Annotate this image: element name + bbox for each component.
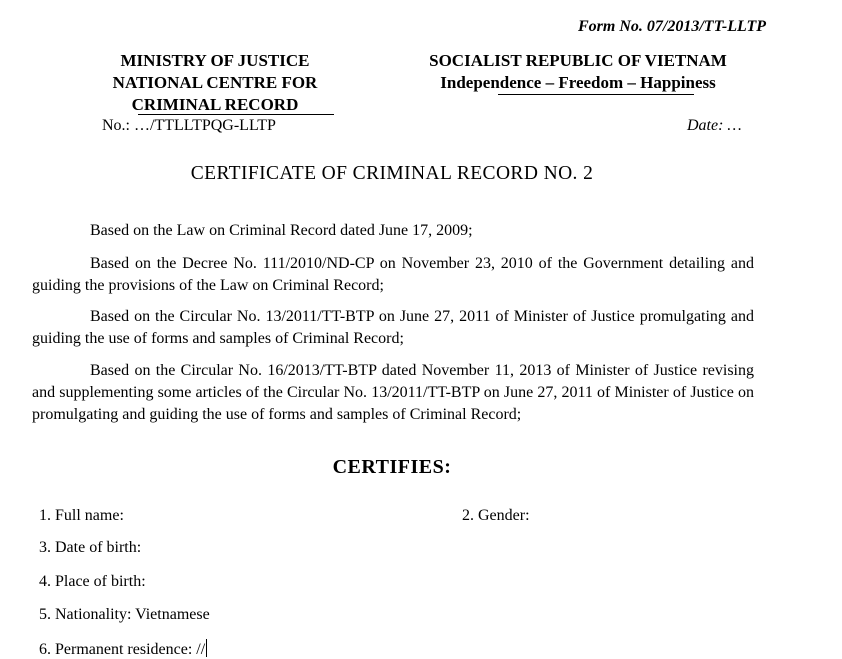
certifies-heading: CERTIFIES: [332,456,452,478]
gender-field[interactable]: 2. Gender: [462,507,530,524]
legal-basis-circular-16: Based on the Circular No. 16/2013/TT-BTP dated November 11, 2013 of Minister of Justice revising and supplementing some articles of the Circular No. 13/2011/TT-BTP on June 27, 2011 of Minister of Justice on promulgating and guiding the use of forms and samples of Criminal Record; [32,362,754,423]
authority-underline [138,114,334,115]
permanent-residence-text: 6. Permanent residence: // [39,641,206,658]
country-name: SOCIALIST REPUBLIC OF VIETNAM [429,51,727,70]
legal-basis-circular-13: Based on the Circular No. 13/2011/TT-BTP on June 27, 2011 of Minister of Justice promulgating and guiding the use of forms and samples of Criminal Record; [32,308,754,347]
permanent-residence-field[interactable] [39,639,207,659]
legal-basis-law: Based on the Law on Criminal Record dated June 17, 2009; [90,222,473,239]
document-title: CERTIFICATE OF CRIMINAL RECORD NO. 2 [190,163,594,184]
nationality-field[interactable]: 5. Nationality: Vietnamese [39,606,210,623]
legal-basis-decree: Based on the Decree No. 111/2010/ND-CP on November 23, 2010 of the Government detailing and guiding the provisions of the Law on Criminal Record; [32,255,754,294]
authority-line-3: CRIMINAL RECORD [131,95,299,114]
reference-number: No.: …/TTLLTPQG-LLTP [102,117,276,134]
issue-date: Date: … [687,117,742,134]
date-of-birth-field[interactable]: 3. Date of birth: [39,539,142,556]
place-of-birth-field[interactable]: 4. Place of birth: [39,573,146,590]
authority-line-1: MINISTRY OF JUSTICE [120,51,310,70]
motto-underline [498,94,694,95]
form-number: Form No. 07/2013/TT-LLTP [578,18,766,35]
full-name-field[interactable]: 1. Full name: [39,507,124,524]
authority-line-2: NATIONAL CENTRE FOR [112,73,318,92]
text-cursor [206,639,207,657]
motto-text: Independence – Freedom – Happiness [440,73,716,92]
issuing-authority [80,50,350,116]
national-motto [398,50,758,94]
